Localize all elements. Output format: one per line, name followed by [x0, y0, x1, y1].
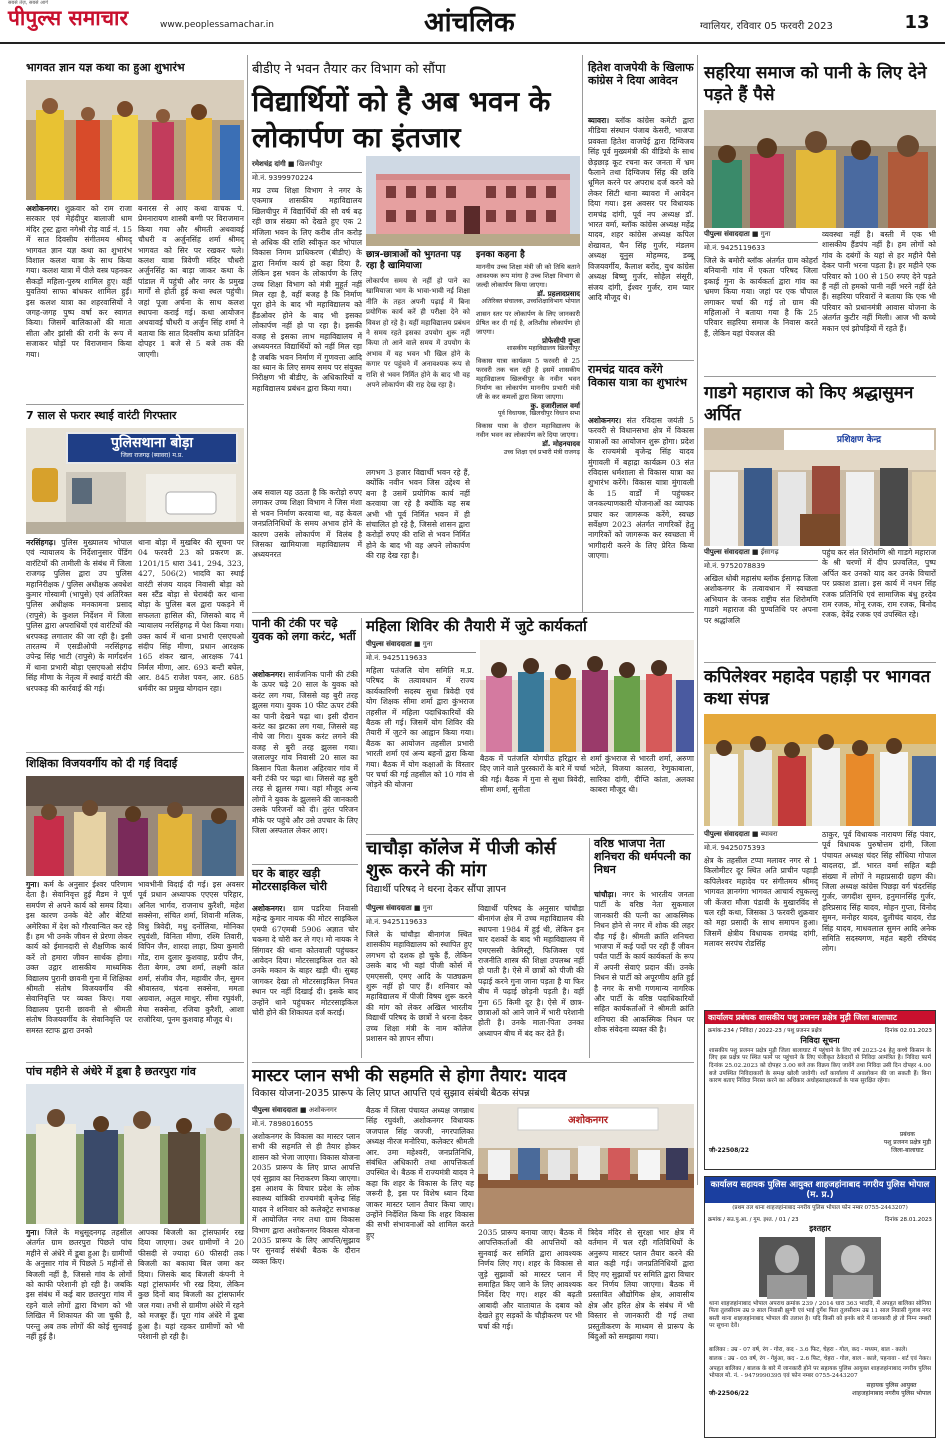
bdp-quote-3-role: पूर्व विधायक, खिलचीपुर विधान सभा: [497, 410, 580, 418]
ramchandra-headline: रामचंद्र यादव करेंगे विकास यात्रा का शुभारंभ: [588, 363, 687, 389]
bdp-quote-4-role: उच्च शिक्षा एवं प्रभारी मंत्री राजगढ़: [503, 448, 580, 456]
police-sig-org: शाहजहांनाबाद नगरीय पुलिस भोपाल: [852, 1390, 931, 1398]
warrant-sign-subtext: जिला राजगढ़ (ब्यावरा) म.प्र.: [120, 452, 184, 459]
chhatarpura-photo: [26, 1084, 244, 1224]
mahila-col-1: [366, 666, 474, 830]
bhagwat-col-1: [26, 204, 132, 400]
gadge-byline-place: ईसागढ़: [760, 548, 779, 556]
chhatarpura-col-1: [26, 1228, 132, 1438]
bdp-col-2: [252, 488, 362, 608]
rule-gadge: [704, 662, 936, 663]
bdp-headline: विद्यार्थियों को है अब भवन के लोकार्पण का इंतजार: [252, 85, 551, 154]
police-signature: सहायक पुलिस आयुक्त: [866, 1382, 917, 1390]
bdp-body-2: अब सवाल यह उठता है कि करोड़ो रुपए लगाकर उच्च शिक्षा विभाग ने जिस मंशा से भवन निर्माण करवाया था, वह केवल जनप्रतिनिधियों के समय अभाव होने के कारण उसके लोकार्पण में विलंब है जिसका खामियाजा महाविद्यालय में अध्ययनरत: [252, 488, 362, 560]
warrant-body-2: थाना बोड़ा में मुखबिर की सूचना पर 04 फरवरी 23 को प्रकरण क्र. 1201/15 धारा 341, 294, 323, 427, 506(2) भादवि का स्थाई वारंटी संजय यादव निवासी बोड़ा को बस स्टैंड बोड़ा से घेराबंदी कर थाना बोड़ा के पुलिस बल द्वारा पकड़ने में सफलता हासिल की, जिसको बाद में न्यायालय नरसिंहगढ़ में पेश किया गया। उक्त कार्य में थाना प्रभारी एसएचओ संदीप सिंह मीणा, प्रधान आरक्षक 165 शंकर खान, आरक्षक 741 निर्मल मीणा, आर. 693 बन्टी बघेल, आर. 845 राजेश पवन, आर. 685 धर्मवीर का प्रमुख योगदान रहा।: [138, 538, 244, 693]
bdp-quote-4-by: डॉ. मोहनयादव: [542, 440, 580, 449]
farewell-body-2: भावभीनी विदाई दी गई। इस अवसर पूर्व प्रधान अध्यापक एएएस परिहार, अनिल भार्गव, राजनाथ कुरैशी, महेश सक्सेना, संचित शर्मा, शिवानी मलिक, विधु त्रिवेदी, मधु दर्नोलिया, मोनिका रघुवंशी, विनिता मीणा, रश्मि तिवारी, विपिन जैन, शारदा लाहा, प्रिया कुमारी गोंड, राम दुलार कुशवाह, प्रदीप जैन, रीता बेगम, उषा शर्मा, लक्ष्मी कांत शर्मा, संजीव जैन, महावीर जैन, सुमन श्रीवास्तव, चंदना सक्सेना, ममता अग्रवाल, अतुल माथुर, सीमा रघुवंशी, मेघा सक्सेना, रजिया कुरैशी, आशा राजोरिया, पूनम कुशवाह मौजूद थे।: [138, 880, 244, 1025]
mahila-photo: [480, 640, 694, 752]
warrant-place: नरसिंहगढ़।: [26, 538, 56, 547]
bdp-quote-1: माननीय उच्च शिक्षा मंत्री जी को तिथि बताने आवश्यक रूप मांगा है उच्च शिक्षा विभाग से जल्दी लोकार्पण किया जाएगा।: [476, 262, 580, 289]
sahariya-col-2: [822, 230, 936, 372]
mahila-photo-caption: बैठक में पतंजलि योगपीठ हरिद्वार से दिए जाने वाले पुरस्कारों के बारे में चर्चा की गई। बैठक में गुना से सुधा त्रिवेदी, सीमा शर्मा, सुनीता: [480, 754, 586, 795]
bdp-byline-place: खिलचीपुर: [296, 160, 323, 168]
warrant-sign-board: [66, 432, 238, 464]
bdp-quote-3: विकास यात्रा कार्यक्रम 5 फरवरी से 25 फरवरी तक चल रही है इसमें शासकीय महाविद्यालय खिलचीपुर के नवीन भवन निर्माण का लोकार्पण माननीय प्रभारी मंत्री जी के कर कमलों द्वारा किया जाएगा।: [476, 357, 580, 402]
warrant-photo: [26, 428, 244, 534]
dateline: ग्वालियर, रविवार 05 फरवरी 2023: [700, 21, 833, 32]
chachoda-byline-name: पीपुल्स संवाददाता: [366, 904, 412, 912]
warrant-body-1: पुलिस मुख्यालय भोपाल एवं न्यायालय के निर्देशानुसार पेंडिंग वारंटियों की तामीली के संबंध में जिला राजगढ़ पुलिस द्वारा उप पुलिस महानिरीक्षक / पुलिस अधीक्षक अवधेश कुमार गोस्वामी (भापुसे) एवं अतिरिक्त पुलिस अधीक्षक मनकामना प्रसाद (रापुसे) के कुशल निर्देशन में जिला पुलिस द्वारा अपराधियों एवं वारंटियों की धरपकड़ लगातार की जा रही है। इसी तारतम्य में एसडीओपी नरसिंहगढ़ उपेन्द्र सिंह भाटी (रापुसे) के मार्गदर्शन में थाना प्रभारी बोड़ा एसएचओ संदीप सिंह मीणा के नेतृत्व में स्थाई वारंटी की धरपकड़ की कार्रवाई की गई।: [26, 538, 133, 693]
tender-sig-org: पशु प्रजनन प्रक्षेत्र मुड़ी: [883, 1138, 931, 1146]
tender-code: जी-22508/22: [709, 1146, 749, 1154]
rule-tank: [252, 864, 358, 865]
bdp-body-4: लगभग 3 हजार विद्यार्थी भवन रहे हैं, क्योंकि नवीन भवन जिस उद्देश्य से बना है उसमें प्रयोगिक कार्य नहीं करवाया जा रहे है क्योंकि यह सब अभी भी पूर्व निर्मित भवन में ही संचालित हो रहे है, जिससे शासन द्वारा करोड़ों रुपए की राशि से भवन निर्मित होने के बाद भी वह अपने लोकार्पण की राह देख रहा है।: [366, 468, 470, 561]
farewell-col-2: [138, 880, 244, 1060]
sahariya-byline-name: पीपुल्स संवाददाता: [704, 230, 750, 238]
gadge-headline: गाडगे महाराज को किए श्रद्धासुमन अर्पित: [704, 383, 914, 425]
police-date: दिनांक 28.01.2023: [884, 1217, 932, 1224]
mahila-body-1: महिला पतंजलि योग समिति म.प्र. परिषद के तत्वावधान में राज्य कार्यकारिणी सदस्य सुधा त्रिवेदी एवं योग शिक्षक सीमा शर्मा द्वारा कुंभराज तहसील में महिला पदाधिकारियों की बैठक ली गई। जिसमें योग शिविर की तैयारी में जुटने का आह्वान किया गया। बैठक का आयोजन तहसील प्रभारी भारती शर्मा एवं अन्य बहनों द्वारा किया गया। बैठक में योग कक्षाओं के विस्तार पर चर्चा की गई तहसील को 10 गांव से जोड़ने की योजना: [366, 666, 474, 790]
tender-signature: प्रबंधक: [899, 1130, 915, 1138]
bike-headline: घर के बाहर खड़ी मोटरसाइकिल चोरी: [252, 867, 327, 893]
tender-sig-place: जिला-बालाघाट: [891, 1146, 924, 1154]
tank-place: अशोकनगर।: [252, 670, 286, 679]
kapileshwar-col-2: [822, 830, 936, 1006]
police-ref: क्रमांक / सउ.पु.आ. / गुम. इश्त. / 01 / 23: [708, 1217, 799, 1224]
chachoda-kicker: विद्यार्थी परिषद ने धरना देकर सौंपा ज्ञापन: [366, 884, 507, 895]
farewell-headline: शिक्षिका विजयवर्गीय को दी गई विदाई: [26, 757, 178, 770]
rule-congress: [588, 360, 694, 361]
congress-body-wrap: [588, 116, 694, 356]
police-footer: [705, 1381, 935, 1397]
mahila-col-2: [590, 754, 694, 830]
ramchandra-body-wrap: [588, 416, 694, 612]
gadge-col-2: [822, 548, 936, 658]
kapileshwar-col-1: [704, 856, 818, 1006]
police-heading: इश्तहार: [809, 1224, 831, 1234]
bdp-col-4: [366, 468, 470, 608]
farewell-body-1: कर्म के अनुसार ईश्वर परिणाम देता है। सेवानिवृत्त हुई मैडम ने पूर्ण समर्पण से अपने कार्य को समय दिया। इस कारण उनके बेटे और बेटियां अमेरिका में देश को गौरवान्वित कर रहे हैं। हम भी उनके जीवन से प्रेरणा लेकर कार्य को ईमानदारी से शैक्षणिक कार्य करें तो हमारा जीवन सार्थक होगा। उक्त उद्गार शासकीय माध्यमिक विद्यालय पुरानी छावनी गुना में शिक्षिका श्रीमती संतोष विजयवर्गीय की सेवानिवृत्ति पर व्यक्त किए। गया विद्यालय पुरानी छावनी से श्रीमती संतोष विजयवर्गीय के सेवानिवृत्ति पर समस्त स्टाफ द्वारा उनको: [26, 880, 133, 1035]
masterplan-byline-name: पीपुल्स संवाददाता: [252, 1106, 298, 1114]
masterplan-photo-banner: अशोकनगर: [568, 1115, 608, 1126]
bdp-body-3: लोकार्पण समय से नहीं हो पाने का खामियाजा भाग के भावा-भावी नई शिक्षा नीति के तहत अपनी पढ़ाई में बिना प्रयोगिक कार्य करें ही परीक्षा देने को विवश हो रहे है। यहीं महाविद्यालय प्रबंधन ने समय रहते इसका उपयोग शुरू नहीं किया तो आने वाले समय में उपयोग के अभाव में यह भवन भी खिल होने के कगार पर पहुंचने में अनावश्यक रूप से राशि से भवन निर्मित होने के बाद भी वह अपने लोकार्पण की राह देख रहा है।: [366, 277, 470, 390]
tender-date: दिनांक 02.01.2023: [884, 1028, 932, 1035]
rule-warrant: [26, 752, 244, 753]
chachoda-headline: चाचौड़ा कॉलेज में पीजी कोर्स शुरू करने की मांग: [366, 838, 556, 881]
bdp-quote-1-role: अतिरिक्त संचालक, उच्चशिक्षाविभाग भोपाल: [481, 297, 580, 305]
police-child-1: बालिका : उम्र - 07 वर्ष, रंग - गोरा, कद - 3.6 फिट, चेहरा - गोल, कद - मध्यम, बाल - काले।: [709, 1346, 908, 1353]
rule-bhagwat: [26, 404, 244, 405]
tender-title: कार्यालय प्रबंधक शासकीय पशु प्रजनन प्रक्षेत्र मुड़ी जिला बालाघाट: [705, 1011, 935, 1024]
kapileshwar-headline: कपिलेश्वर महादेव पहाड़ी पर भागवत कथा संपन्न: [704, 667, 931, 709]
bjp-place: चांचौड़ा।: [594, 890, 617, 899]
kapileshwar-byline: पीपुल्स संवाददाता ■ ब्यावरा: [704, 830, 778, 838]
masterplan-col-3: [478, 1228, 582, 1438]
bdp-byline: रमेशचंद्र दांगी ■ खिलचीपुर: [252, 160, 323, 168]
rule-masterplan: [252, 1062, 694, 1063]
chachoda-col-1: [366, 930, 472, 1058]
ramchandra-place: अशोकनगर।: [588, 416, 622, 425]
police-ref-row: [705, 1214, 935, 1224]
tender-notice: [704, 1010, 936, 1170]
website-url: www.peoplessamachar.in: [160, 20, 274, 30]
ramchandra-body: संत रविदास जयंती 5 फरवरी से विधानसभा क्षेत्र में विकास यात्राओं का आयोजन शुरू होगा। प्रदेश के राज्यमंत्री बृजेन्द्र सिंह यादव मुंगावली में बहाद्रा कार्यक्रम 03 संत रविदास धर्मशाला से विकास यात्रा का शुभारंभ करेंगे। विकास यात्रा मुंगावली के 15 वार्डों में पहुंचकर जनकल्याणकारी योजनाओं का व्यापक प्रचार कर जागरूक करेंगे, स्वच्छ सर्वेक्षण 2023 अंतर्गत नागरिकों हेतु नागरिकों को जागरूक कर स्वच्छता में भागीदारी करने के लिए प्रेरित किया जाएगा।: [588, 416, 694, 561]
bdp-quote-4: विकास यात्रा के दौरान महाविद्यालय के नवीन भवन का लोकार्पण करे दिया जाएगा।: [476, 422, 580, 440]
sahariya-body-1: जिले के बमोरी ब्लॉक अंतर्गत ग्राम कोहर्रा बनियानी गांव में एकता परिषद जिला इकाई गुना के कार्यकर्ता द्वारा गांव का भ्रमण किया गया। जहां पर एक चौपाल लगाकर चर्चा की गई तो ग्राम की महिलाओं ने बताया गया है कि 25 परिवार सहरिया समाज के निवास करते हैं, लेकिन यहां पेयजल की: [704, 256, 818, 338]
rule-farewell: [26, 1062, 244, 1063]
congress-body: ब्लॉक कांग्रेस कमेटी द्वारा मीडिया संस्थान पंजाब केसरी, भाजपा प्रवक्ता हितेश वाजपेई द्वारा दिग्विजय सिंह पूर्व मुख्यमंत्री की वीडियो के साथ छेड़छाड़ कूट रचना कर जनता में भ्रम फैलाने तथा दिग्विजय सिंह की छवि धूमिल करने पर अपराध दर्ज करने को लेकर सिटी थाना ब्यावरा में आवेदन दिया गया। इस अवसर पर विधायक रामचंद्र दांगी, पूर्व नप अध्यक्ष डॉ. भारत वर्मा, ब्लॉक कांग्रेस अध्यक्ष महेंद्र यादव, शहर कांग्रेस अध्यक्ष कपिल शेखावत, चैन सिंह गुर्जर, मंडलम अध्यक्ष यूनुस मोहम्मद, डब्बू विजयवर्गीय, कैलाश बरोंद, युथ कांग्रेस अध्यक्ष बिष्णु गुर्जर, सोहेल संसूरी, संजय दांगी, ईश्वर गुर्जर, राम प्यार आदि मौजूद थे।: [588, 116, 694, 302]
sahariya-headline: सहरिया समाज को पानी के लिए देने पड़ते हैं पैसे: [704, 63, 927, 105]
chachoda-mobile: मो.नं. 9425119633: [366, 916, 474, 927]
bhagwat-photo: [26, 80, 244, 200]
bdp-photo-caption: छात्र-छात्राओं को भुगतना पड़ रहा है खामियाजा: [366, 250, 461, 271]
warrant-headline: 7 साल से फरार स्थाई वारंटी गिरफ्तार: [26, 409, 177, 422]
masterplan-kicker: विकास योजना-2035 प्रारूप के लिए प्राप्त आपत्ति एवं सुझाव संबंधी बैठक संपन्न: [252, 1088, 530, 1099]
bdp-quotes-title: इनका कहना है: [476, 250, 525, 260]
police-code: जी-22506/22: [709, 1390, 749, 1398]
masterplan-headline: मास्टर प्लान सभी की सहमति से होगा तैयार: यादव: [252, 1066, 567, 1086]
bhagwat-body-1: शुक्रवार को राम राजा सरकार एवं मेहंदीपुर बालाजी धाम मंदिर ट्रस्ट द्वारा नगेश्री रोड़ वार्ड नं. 15 में सात दिवसीय संगीतमय श्रीमद् भागवत ज्ञान यज्ञ कथा का शुभारंभ विशाल कलश यात्रा के साथ किया गया। कलश यात्रा में पीले वस्त्र पहनकर सैकड़ों महिला-पुरुष शामिल हुए। वहीं युवतियां साफा बांधकर शामिल हुईं। इस कलश यात्रा का शहरवासियों ने जगह-जगह पुष्प वर्षा कर स्वागत किया। जिसमें बालिकाओं की माता सीता और झांसी की रानी के रूप में सजाकर घोड़ों पर विराजमान किया गया।: [26, 204, 132, 359]
mahila-byline-name: पीपुल्स संवाददाता: [366, 640, 412, 648]
masterplan-col-1: [252, 1132, 360, 1438]
bdp-col-3: [366, 276, 470, 466]
chhatarpura-body-1: जिले के मधुसूदनगढ़ तहसील अंतर्गत ग्राम छतरपुरा पिछले पांच महीने से अंधेरे में डूबा हुआ है। ग्रामीणों के अनुसार गांव में पिछले 5 महीनों से बिजली नहीं है, जिससे गांव के लोगों को काफी परेशानी हो रही है। जबकि इस संबंध में कई बार छतरपुरा गांव में रहने वाले लोगों द्वारा विभाग को भी लिखित में शिकायत की जा चुकी है, परन्तु अब तक लोगों की कोई सुनवाई नहीं हुई है।: [26, 1228, 132, 1342]
masterplan-body-4: त्रिदेव मंदिर से सुरक्षा भार क्षेत्र में वर्तमान में चल रही गतिविधियों के अनुरूप मास्टर प्लान तैयार करने की बात कही गई। जनप्रतिनिधियों द्वारा दिए गए सुझावों पर समिति द्वारा विचार कर निर्णय लिया जाएगा। बैठक में प्रस्तावित औद्योगिक क्षेत्र, आवासीय क्षेत्र और हरित क्षेत्र के संबंध में भी विस्तार से जानकारी दी गई तथा प्रस्तुतीकरण के माध्यम से प्रारूप के बिंदुओं को समझाया गया।: [588, 1228, 694, 1342]
chhatarpura-headline: पांच महीने से अंधेरे में डूबा है छतरपुरा गांव: [26, 1065, 196, 1078]
gadge-banner-text: प्रशिक्षण केन्द्र: [836, 435, 882, 445]
bike-place: अशोकनगर।: [252, 904, 286, 913]
masterplan-body-1: अशोकनगर के विकास का मास्टर प्लान सभी की सहमति से ही तैयार होकर शासन को भेजा जाएगा। विकास योजना 2035 प्रारूप के लिए प्राप्त आपत्ति एवं सुझाव का निराकरण किया जाएगा। इस आशय के विचार प्रदेश के लोक स्वास्थ्य यांत्रिकी राज्यमंत्री बृजेन्द्र सिंह यादव ने शनिवार को कलेक्ट्रेट सभाकक्ष में आयोजित नगर तथा ग्राम विकास विभाग द्वारा अशोकनगर विकास योजना 2035 प्रारूप के लिए आपत्ति/सुझाव पर सुनवाई संबंधी बैठक के दौरान व्यक्त किए।: [252, 1132, 360, 1266]
police-title: कार्यालय सहायक पुलिस आयुक्त शाहजहांनाबाद नगरीय पुलिस भोपाल (म. प्र.): [705, 1177, 935, 1203]
gadge-body-2: पहुंच कर संत शिरोमणि श्री गाडगे महाराज के श्री चरणों में दीप प्रज्वलित, पुष्प अर्पित कर उनको याद कर उनके विचारों पर प्रकाश डाला। इस कार्य में नथन सिंह रजक प्रतिनिधि एवं सामाजिक बंधु हरदेव राम रजक, मोनू रजक, राम रजक, बिनोद रजक, देवेंद्र रजक एवं उपस्थित रहे।: [822, 548, 936, 620]
bhagwat-headline: भागवत ज्ञान यज्ञ कथा का हुआ शुभारंभ: [26, 61, 185, 74]
mahila-mobile: मो.नं. 9425119633: [366, 652, 476, 663]
bdp-mobile: मो.नं. 9399970224: [252, 172, 362, 183]
masterplan-byline: पीपुल्स संवाददाता ■ अशोकनगर: [252, 1106, 337, 1114]
sahariya-body-2: व्यवस्था नहीं है। बस्ती में एक भी शासकीय हैंडपंप नहीं है। हम लोगों को गांव के दबंगों के यहां से हर महीने पैसे देकर पानी भरना पड़ता है। हर महीने एक परिवार को 100 से 150 रुपए देने पड़ते हैं नहीं तो हमको पानी नहीं भरने नहीं देते हैं। सहरिया परिवारों ने बताया कि एक भी परिवार को प्रधानमंत्री आवास योजना के अंतर्गत कुटीर नहीं मिली। आज भी कच्चे मकान एवं झोपड़ियों में रहते हैं।: [822, 230, 936, 333]
police-notice: [704, 1176, 936, 1438]
bike-body-wrap: [252, 904, 358, 1054]
police-child-2: बालक : उम्र - 05 वर्ष, रंग - गेहुंआ, कद - 2.6 फिट, चेहरा - गोल, बाल - काले, पहनावा - शर्ट एवं नेकर।: [709, 1356, 931, 1363]
masterplan-photo: [478, 1104, 694, 1224]
chhatarpura-body-2: आपका बिजली का ट्रांसफार्मर रख दिया जाएगा। उधर ग्रामीणों ने 20 फीसदी से ज्यादा 60 फीसदी तक बिजली का बकाया बिल जमा कर दिया। जिसके बाद बिजली कंपनी ने यहां ट्रांसफार्मर भी रख दिया, लेकिन कुछ दिनों बाद बिजली का ट्रांसफार्मर जल गया। तभी से ग्रामीण अंधेरे में रहने को मजबूर हैं। पूरा गांव अंधेरे में डूबा हुआ है। यहां रहकर ग्रामीणों को भी परेशानी हो रही है।: [138, 1228, 244, 1342]
sahariya-byline-place: गुना: [760, 230, 771, 238]
chachoda-byline: पीपुल्स संवाददाता ■ गुना: [366, 904, 433, 912]
chachoda-body-1: जिले के चांचौड़ा बीनागंज स्थित शासकीय महाविद्यालय को स्थापित हुए लगभग दो दशक हो चुके हैं, लेकिन उसके बाद भी यहां पीजी कोर्स में एमएससी, एमए आदि के पाठ्यक्रम शुरू नहीं हो पाए हैं। शनिवार को महाविद्यालय में पीजी विषय शुरू करने की मांग को लेकर अखिल भारतीय विद्यार्थी परिषद के छात्रों ने धरना देकर उच्च शिक्षा मंत्री के नाम कॉलेज प्रशासन को ज्ञापन सौंपा।: [366, 930, 472, 1044]
gadge-byline: पीपुल्स संवाददाता ■ ईसागढ़: [704, 548, 779, 556]
gadge-mobile: मो.नं. 9752078839: [704, 560, 818, 571]
rule-tank-right: [361, 618, 362, 1058]
bdp-quotes: [476, 250, 580, 610]
police-photos: [705, 1234, 935, 1300]
mahila-body-2: शर्मा कुंभराज से भारती शर्मा, अरुणा भटेले, विजया कालरा, रेणुकाबाला, सारिका दांगी, दीप्ति कांता, अलका काबरा मौजूद थी।: [590, 754, 694, 795]
congress-headline: हितेश वाजपेयी के खिलाफ कांग्रेस ने दिया आवेदन: [588, 61, 694, 87]
brand-logo: [8, 0, 158, 34]
masterplan-body-3: 2035 प्रारूप बनाया जाए। बैठक में आपत्तिकर्ताओं की आपत्तियों को सुनवाई कर समिति द्वारा आवश्यक निर्णय लिए गए। शहर के विकास से जुड़े सुझावों को मास्टर प्लान में समाहित किए जाने के लिए आवश्यक निर्देश दिए गए। शहर की बढ़ती आबादी और यातायात के दबाव को देखते हुए सड़कों के चौड़ीकरण पर भी चर्चा की गई।: [478, 1228, 582, 1331]
tender-signature-block: [884, 1130, 931, 1154]
rule-sahariya: [704, 376, 936, 377]
tender-ref-row: [705, 1024, 935, 1036]
masterplan-byline-place: अशोकनगर: [308, 1106, 337, 1114]
chachoda-byline-place: गुना: [422, 904, 433, 912]
rule-col-2: [697, 55, 698, 1185]
missing-child-photo-2: [825, 1237, 881, 1297]
bdp-kicker: बीडीए ने भवन तैयार कर विभाग को सौंपा: [252, 62, 446, 77]
mahila-byline-place: गुना: [422, 640, 433, 648]
police-signature-block: [852, 1381, 931, 1397]
congress-place: ब्यावरा।: [588, 116, 610, 125]
tender-body: शासकीय पशु प्रजनन प्रक्षेत्र मुड़ी जिला बालाघाट में पहुंचाने के लिए वर्ष 2023-24 हेतु कच्चे किसान के लिए इस प्रक्षेत्र पर स्थित फार्म पर पहुंचाने के लिए पंजीकृत ठेकेदारों से निविदा आमंत्रित है। निविदा फार्म दिनांक 25.02.2023 को दोपहर 3.00 बजे तक विक्रय किए जावेंगे तथा निविदा उसी दिन दोपहर 4.00 बजे उपस्थित निविदाकारों के समक्ष खोली जावेगी। शर्तें कार्यालय में अवलोकन की जा सकती हैं। बिना कारण बताए निविदा निरस्त करने का अधिकार अधोहस्ताक्षरकर्ता के पास सुरक्षित रहेगा।: [709, 1047, 931, 1085]
gadge-col-1: [704, 574, 818, 658]
bdp-quote-2-by: प्रोफेसीपी गुप्ता: [542, 336, 580, 345]
farewell-place: गुना।: [26, 880, 40, 889]
kapileshwar-body-2: ठाकुर, पूर्व विधायक नारायण सिंह पंवार, पूर्व विधायक पुरुषोत्तम दांगी, जिला पंचायत अध्यक्ष चंदर सिंह सौंधिया गोपाल बादलदा, डॉ. भारत वर्मा सहित बड़ी संख्या में लोगों ने महाप्रसादी ग्रहण की। जिला अध्यक्ष कांग्रेस पिछड़ा वर्ग चंदरसिंह गुर्जर, जगदीश सुमन, हनुमानसिंह गुर्जर, हरिप्रसाद सिंह यादव, मोहन गुप्ता, विनोद सुमन, मनोहर यादव, दुलीचंद यादव, रोड सिंह यादव, माधवलाल सुमन आदि अनेक समिति सदस्यगण, महंत बहरी रविचंद लोग।: [822, 830, 936, 954]
bjp-body-wrap: [594, 890, 694, 1058]
bdp-quote-2: शासन स्तर पर लोकार्पण के लिए जानकारी प्रेषित कर दी गई है, अतिशीघ्र लोकार्पण हो जाएगा।: [476, 309, 580, 336]
rule-col-1: [247, 55, 248, 1255]
tender-ref: क्रमांक-234 / निविदा / 2022-23 / पशु प्रजनन प्रक्षेत्र: [708, 1028, 822, 1035]
rule-col-3: [582, 55, 583, 613]
kapileshwar-byline-place: ब्यावरा: [760, 830, 778, 838]
chachoda-body-2: विद्यार्थी परिषद के अनुसार चांचौड़ा बीनागंज क्षेत्र में उच्च महाविद्यालय की स्थापना 1984 में हुई थी, लेकिन इन चार दशकों के बाद भी महाविद्यालय में एमएससी केमिस्ट्री, फिजिक्स एवं राजनीति शास्त्र की शिक्षा उपलब्ध नहीं हो पाती है। ऐसे में छात्रों को पीजी की पढ़ाई करने गुना जाना पड़ता है या फिर बीच में पढ़ाई छोड़नी पड़ती है। वहीं गुना 65 किमी दूर है। ऐसे में छात्र-छात्राओं को आने जाने में भारी परेशानी होती है। उनके माता-पिता उनका अध्यापन बीच में बंद कर देते हैं।: [478, 904, 584, 1038]
bdp-byline-name: रमेशचंद्र दांगी: [252, 160, 286, 168]
warrant-col-2: [138, 538, 244, 748]
bjp-body: नगर के भारतीय जनता पार्टी के वरिष्ठ नेता सुकमाल जानकारी की पत्नी का आकस्मिक निधन होने से नगर में शोक की लहर दौड़ गई है। श्रीमती क्रांति शनिचरा भाजपा में कई पदों पर रही हैं जीवन पर्यंत पार्टी के कार्य कार्यकर्ता के रूप में अपनी सेवाएं प्रदान कीं। उनके निधन से पार्टी को अपूरणीय क्षति हुई है नगर के सभी गणमान्य नागरिक और पार्टी के वरिष्ठ पदाधिकारियों सहित कार्यकर्ताओं ने श्रीमती क्रांति शनिचरा की आकस्मिक निधन पर शोक संवेदना व्यक्त की है।: [594, 890, 694, 1035]
bjp-headline: वरिष्ठ भाजपा नेता शनिचरा की धर्मपत्नी का निधन: [594, 837, 691, 876]
section-title: आंचलिक: [424, 7, 515, 38]
bdp-quote-3-by: कु. हजारीलाल वर्मा: [530, 402, 580, 411]
police-contact: अपहृत बालिका / बालक के बारे में जानकारी होने पर सहायक पुलिस आयुक्त शाहजहांनाबाद नगरीय पुलिस भोपाल मो. नं. - 9479990395 एवं फोन नम्बर 0755-2443207: [709, 1365, 931, 1379]
sahariya-photo: [704, 110, 936, 228]
tank-headline: पानी की टंकी पर चढ़े युवक को लगा करंट, भर्ती: [252, 617, 356, 643]
mahila-byline: पीपुल्स संवाददाता ■ गुना: [366, 640, 433, 648]
masterplan-col-2: [366, 1106, 474, 1438]
warrant-sign-text: पुलिसथाना बोड़ा: [110, 435, 194, 451]
tank-body: सार्वजनिक पानी की टंकी के ऊपर चढ़े 20 साल के युवक को करंट लग गया, जिससे वह बुरी तरह झुलस गया। युवक 10 फीट ऊपर टंकी का पानी देखने चढ़ा था। इसी दौरान करंट का झटका लग गया, जिससे वह नीचे जा गिरा। युवक करंट लगने की वजह से बुरी तरह झुलस गया। जलालपुर गांव निवासी 20 साल का किसान पिता कैलाश अहिरवार गांव में बनी टंकी पर चढ़ा था। जिससे वह बुरी तरह से झुलस गया। वहां मौजूद अन्य लोगों ने युवक के झुलसने की जानकारी उसके परिजनों को दी। तुरंत परिजन मौके पर पहुंचे और उसे उपचार के लिए जिला अस्पताल लेकर आए।: [252, 670, 358, 836]
sahariya-byline: पीपुल्स संवाददाता ■ गुना: [704, 230, 771, 238]
brand-tagline: सबसे तेज़, सबसे आगे: [8, 0, 49, 6]
bdp-col-1: [252, 186, 362, 486]
bdp-building-photo: [366, 156, 580, 246]
masterplan-body-2: बैठक में जिला पंचायत अध्यक्ष जगन्नाथ सिंह रघुवंशी, अशोकनगर विधायक जजपाल सिंह जज्जी, नगरपालिका अध्यक्ष नीरज मनोरिया, कलेक्टर श्रीमती आर. उमा महेश्वरी, जनप्रतिनिधि, संबंधित अधिकारी तथा आपत्तिकर्ता उपस्थित थे। बैठक में राज्यमंत्री यादव ने कहा कि शहर के विकास के लिए यह जरूरी है, इस पर विशेष ध्यान दिया जाकर मास्टर प्लान तैयार किया जाए। उन्होंने निर्देशित किया कि शहर विकास की सभी संभावनाओं को शामिल करते हुए: [366, 1106, 474, 1240]
mahila-headline: महिला शिविर की तैयारी में जुटे कार्यकर्ता: [366, 617, 587, 635]
tender-footer: [705, 1130, 935, 1154]
warrant-col-1: [26, 538, 132, 748]
tank-body-wrap: [252, 670, 358, 860]
chhatarpura-col-2: [138, 1228, 244, 1438]
gadge-byline-name: पीपुल्स संवाददाता: [704, 548, 750, 556]
masterplan-mobile: मो.नं. 7898016055: [252, 1118, 364, 1129]
bike-body: ग्राम पडरिया निवासी महेन्द्र कुमार नायक की मोटर साइकिल एमपी 67एमबी 5906 अज्ञात चोर चकमा दे चोरी कर ले गए। मो नायक ने सिंगावर की थाना कोतवाली पहुंचकर आवेदन दिया। मोटरसाइकिल रात को उनके मकान के बाहर खड़ी थी। सुबह जागकर देखा तो मोटरसाइकिल नियत स्थान पर नहीं दिखाई दी। इसके बाद उन्होंने थाने पहुंचकर मोटरसाइकिल चोरी होने की शिकायत दर्ज कराई।: [252, 904, 358, 1018]
bhagwat-col-2: [138, 204, 244, 400]
bdp-body-1: मप्र उच्च शिक्षा विभाग ने नगर के एकमात्र शासकीय महाविद्यालय खिलचीपुर में विद्यार्थियों की सौ वर्ष बढ़ रही छात्र संख्या को देखते हुए एक 2 मंजिला भवन के लिए करीब तीन करोड़ से अधिक की राशि स्वीकृत कर भोपाल विकास निगम प्राधिकरण (बीडीए) के द्वारा निर्माण कार्य हो कहा दिया है, लेकिन इस भवन के लोकार्पण के लिए उच्च शिक्षा विभाग को मंत्री मुहूर्त नहीं मिल रहा है, वहीं बजह है कि निर्माण पूरा होने के बाद भी महाविद्यालय को हैंडओवर होने के बाद भी इसका लोकार्पण नहीं हो पा रहा है। इसकी वजह से इसका लाभ महाविद्यालय में अध्ययनरत विद्यार्थियों को नहीं मिल रहा है जबकि भवन निर्माण में गुणवत्ता आदि का ध्यान के लिए समय समय पर संयुक्त निरीक्षण भी बीडीए, के अधिकारियों व महाविद्यालय प्रबंधन द्वारा किया गया।: [252, 186, 362, 393]
kapileshwar-photo: [704, 714, 936, 826]
gadge-body-1: अखिल धोबी महासंघ ब्लॉक ईसागढ़ जिला अशोकनगर के तत्वावधान में स्वच्छता अभियान के जनक राष्ट्रीय संत शिरोमणि गाडगे महाराज की पुण्यतिथि पर अपना पर श्रद्धांजलि: [704, 574, 818, 625]
farewell-photo: [26, 776, 244, 876]
bdp-quote-1-by: डॉ. प्रहलादप्रसाद: [537, 289, 580, 298]
bdp-quote-2-role: शासकीय महाविद्यालय खिलचीपुर: [506, 345, 580, 353]
missing-child-photo-1: [759, 1237, 815, 1297]
police-sub: (प्रथम तल थाना शाहजहांनाबाद नगरीय पुलिस भोपाल फोन नम्बर 0755-2443207): [732, 1205, 908, 1212]
bhagwat-place: अशोकनगर।: [26, 204, 60, 213]
masthead: [0, 0, 945, 44]
sahariya-mobile: मो.नं. 9425119633: [704, 242, 818, 253]
rule-tank-top: [252, 612, 694, 613]
kapileshwar-mobile: मो.नं. 9425075393: [704, 842, 818, 853]
kapileshwar-body-1: क्षेत्र के तहसील टप्पा मलावर नगर से 1 किलोमीटर दूर स्थित अति प्राचीन पहाड़ी कपिलेश्वर महादेव पर संगीतमय श्रीमद् भागवत ज्ञानगंगा भागवत आचार्य रघुकल्लु जी केंजरा मौजा पंडावी के मुखारविंद से चल रही कथा, जिसका 3 फरवरी शुक्रवार को महा प्रसादी के साथ समापन हुआ। जिसमें क्षेत्रीय विधायक रामचंद्र दांगी, मलावर सरपंच रोडसिंह: [704, 856, 818, 949]
sahariya-col-1: [704, 256, 818, 372]
chachoda-col-2: [478, 904, 584, 1058]
rule-bjp-left: [589, 838, 590, 1058]
page-number: 13: [904, 12, 930, 33]
masterplan-col-4: [588, 1228, 694, 1438]
gadge-photo: [704, 428, 936, 546]
police-body: थाना शाहजहांनाबाद भोपाल अपराध क्रमांक 239 / 2014 धारा 363 भादवि, में अपहृत बालिका सोनिया पिता तुलसीराम उम्र 9 साल निवासी झुग्गी एवं भाई दुर्गेश पिता तुलसीराम उम्र 11 साल निवासी गुलाब नगर बस्ती थाना शाहजहांनाबाद भोपाल की तलाश है। यदि किसी को इनके बारे में जानकारी हो तो निम्न नम्बरों पर सूचना देवें।: [709, 1300, 931, 1329]
bhagwat-body-2: बनारस से आए कथा वाचक पं. प्रेमनारायण शास्त्री बग्गी पर विराजमान किया गया और श्रीमती अथवावई चौधरी व अर्जुनसिंह शर्मा श्रीमद् भागवत को सिर पर रखकर चले। कलश यात्रा त्रिवेणी मंदिर चौधरी अर्जुनसिंह का बाड़ा जाकर कथा के पांडाल में पहुंची और नगर के प्रमुख मार्गों से होती हुई कथा स्थल पहुंची। जहां पूजा अर्चना के साथ कलश स्थापना कराई गई। कथा आयोजन अथवावई चौधरी व अर्जुन सिंह शर्मा ने बताया कि सात दिवसीय कथा प्रतिदिन दोपहर 1 बजे से 5 बजे तक की जाएगी।: [138, 204, 244, 359]
brand-name: पीपुल्स समाचार: [8, 6, 129, 30]
chhatarpura-place: गुना।: [26, 1228, 40, 1237]
kapileshwar-byline-name: पीपुल्स संवाददाता: [704, 830, 750, 838]
rule-mahila: [366, 834, 694, 835]
farewell-col-1: [26, 880, 132, 1060]
tender-heading: निविदा सूचना: [800, 1036, 840, 1046]
